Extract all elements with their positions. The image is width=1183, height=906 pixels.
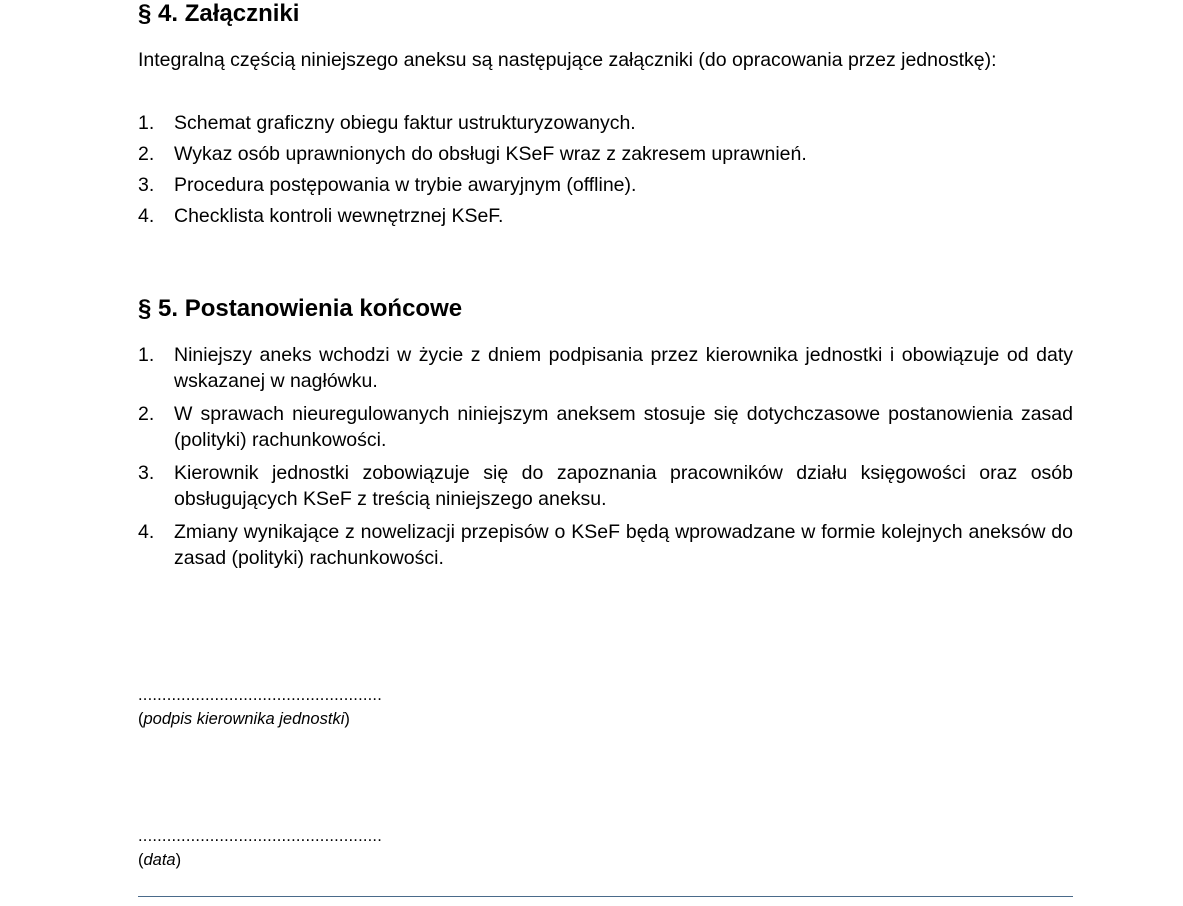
- section-4-intro: Integralną częścią niniejszego aneksu są następujące załączniki (do opracowania przez jednostkę):: [138, 49, 997, 71]
- paren-close: ): [344, 710, 350, 728]
- list-item: [138, 141, 1073, 167]
- paren-open: (: [138, 710, 144, 728]
- date-caption: [138, 849, 382, 871]
- list-item: [138, 172, 1073, 198]
- list-item-text: Zmiany wynikające z nowelizacji przepisów o KSeF będą wprowadzane w formie kolejnych aneksów do zasad (polityki) rachunkowości.: [174, 521, 1073, 569]
- date-caption-text: data: [143, 851, 176, 869]
- list-item-text: Procedura postępowania w trybie awaryjnym (offline).: [174, 174, 637, 196]
- list-item-number: 2.: [138, 403, 155, 425]
- date-line: ...................................................: [138, 827, 382, 845]
- list-item: [138, 203, 1073, 229]
- list-item-number: 3.: [138, 174, 155, 196]
- list-item-number: 3.: [138, 462, 155, 484]
- list-item-text: Schemat graficzny obiegu faktur ustrukturyzowanych.: [174, 112, 636, 134]
- signature-block: [138, 682, 382, 730]
- signature-caption-text: podpis kierownika jednostki: [143, 710, 345, 728]
- section-5-list: [138, 343, 1073, 579]
- list-item-text: Niniejszy aneks wchodzi w życie z dniem podpisania przez kierownika jednostki i obowiązuje od daty wskazanej w nagłówku.: [174, 344, 1073, 392]
- list-item: [138, 343, 1073, 394]
- list-item-number: 4.: [138, 521, 155, 543]
- list-item-number: 4.: [138, 205, 155, 227]
- list-item-text: Kierownik jednostki zobowiązuje się do zapoznania pracowników działu księgowości oraz osób obsługujących KSeF z treścią niniejszego aneksu.: [174, 462, 1073, 510]
- section-4-heading: § 4. Załączniki: [138, 0, 300, 27]
- footer-rule: [138, 896, 1073, 897]
- signature-caption: [138, 708, 382, 730]
- list-item-text: Checklista kontroli wewnętrznej KSeF.: [174, 205, 504, 227]
- list-item-text: W sprawach nieuregulowanych niniejszym aneksem stosuje się dotychczasowe postanowienia zasad (polityki) rachunkowości.: [174, 403, 1073, 451]
- list-item-number: 2.: [138, 143, 155, 165]
- paren-open: (: [138, 851, 144, 869]
- signature-line: ...................................................: [138, 686, 382, 704]
- list-item: [138, 461, 1073, 512]
- list-item-text: Wykaz osób uprawnionych do obsługi KSeF wraz z zakresem uprawnień.: [174, 143, 807, 165]
- list-item-number: 1.: [138, 112, 155, 134]
- section-4-list: [138, 110, 1073, 234]
- list-item: [138, 520, 1073, 571]
- date-block: [138, 823, 382, 871]
- list-item-number: 1.: [138, 344, 155, 366]
- section-5-heading: § 5. Postanowienia końcowe: [138, 295, 463, 322]
- list-item: [138, 110, 1073, 136]
- paren-close: ): [175, 851, 182, 869]
- list-item: [138, 402, 1073, 453]
